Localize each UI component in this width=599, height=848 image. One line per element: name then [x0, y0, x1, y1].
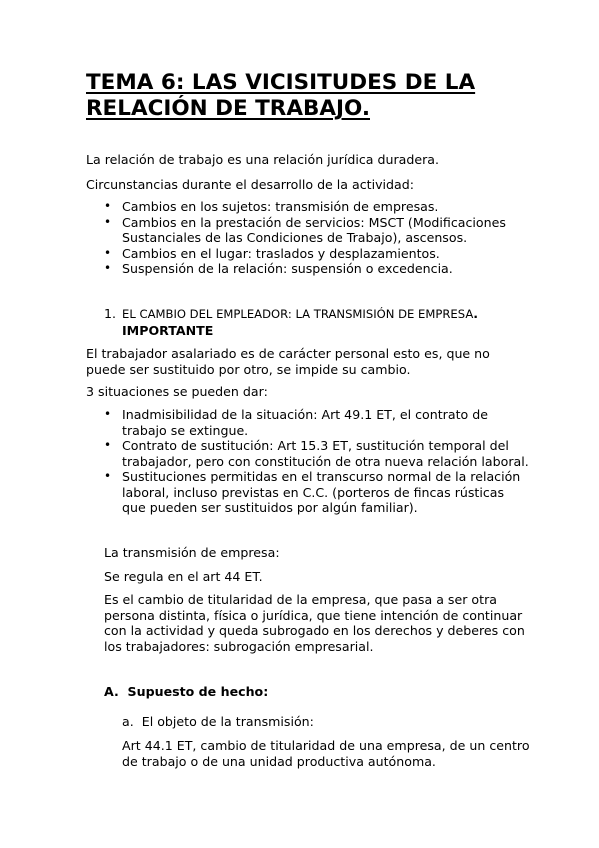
list-item	[86, 215, 506, 246]
list-item-text: trabajador, pero con constitución de otra nueva relación laboral.	[122, 453, 529, 469]
title-line-1: TEMA 6: LAS VICISITUDES DE LA	[86, 70, 476, 95]
bullet-icon: •	[104, 438, 112, 452]
list-item	[86, 407, 529, 438]
bullet-icon: •	[104, 245, 112, 260]
list-item	[86, 261, 506, 277]
list-item-text: Cambios en los sujetos: transmisión de empresas.	[122, 199, 439, 214]
subsection-a-heading	[104, 684, 268, 700]
definition-line: los trabajadores: subrogación empresarial.	[104, 638, 374, 654]
bullet-icon: •	[104, 407, 112, 421]
bullet-icon: •	[104, 261, 112, 275]
transmission-heading: La transmisión de empresa:	[104, 545, 280, 560]
circumstances-intro: Circunstancias durante el desarrollo de la actividad:	[86, 177, 415, 192]
item-a-title: El objeto de la transmisión:	[141, 714, 314, 729]
section-1-title-dot: .	[473, 306, 479, 321]
list-item-text: laboral, incluso previstas en C.C. (porteros de fincas rústicas	[122, 484, 505, 500]
list-item-text: que pueden ser sustituidos por algún familiar).	[122, 500, 418, 515]
item-a-body-line: Art 44.1 ET, cambio de titularidad de una empresa, de un centro	[122, 738, 530, 753]
list-item	[86, 469, 529, 516]
subsection-a-label: A.	[104, 684, 119, 699]
list-item	[86, 438, 529, 469]
list-item-text: Sustanciales de las Condiciones de Trabajo), ascensos.	[122, 230, 468, 245]
transmission-regulated: Se regula en el art 44 ET.	[104, 569, 263, 584]
intro-paragraph: La relación de trabajo es una relación jurídica duradera.	[86, 152, 439, 167]
subsection-a-title: Supuesto de hecho:	[127, 684, 269, 699]
list-item-text: Suspensión de la relación: suspensión o excedencia.	[122, 261, 453, 276]
item-a-heading	[122, 714, 314, 730]
worker-line-1: El trabajador asalariado es de carácter personal esto es, que no	[86, 346, 490, 361]
situations-intro: 3 situaciones se pueden dar:	[86, 384, 268, 399]
bullet-icon: •	[104, 469, 112, 483]
item-a-body-line: de trabajo o de una unidad productiva autónoma.	[122, 753, 436, 769]
list-item-text: Contrato de sustitución: Art 15.3 ET, sustitución temporal del	[122, 438, 509, 453]
worker-line-2: puede ser sustituido por otro, se impide su cambio.	[86, 361, 411, 377]
list-item	[86, 246, 506, 262]
bullet-icon: •	[104, 214, 112, 229]
important-label: IMPORTANTE	[122, 322, 214, 338]
title-line-2: RELACIÓN DE TRABAJO.	[86, 96, 370, 121]
section-1-title: EL CAMBIO DEL EMPLEADOR: LA TRANSMISIÓN DE EMPRESA	[122, 307, 474, 321]
circumstances-list	[86, 199, 506, 277]
bullet-icon: •	[104, 199, 112, 213]
list-item-text: Inadmisibilidad de la situación: Art 49.1 ET, el contrato de	[122, 407, 488, 422]
list-item-text: Cambios en la prestación de servicios: MSCT (Modificaciones	[122, 214, 506, 230]
list-item-text: Sustituciones permitidas en el transcurso normal de la relación	[122, 469, 521, 484]
transmission-definition	[104, 592, 525, 654]
page-title	[86, 70, 506, 122]
list-item	[86, 199, 506, 215]
item-a-label: a.	[122, 714, 134, 729]
definition-line: Es el cambio de titularidad de la empresa, que pasa a ser otra	[104, 592, 497, 607]
definition-line: persona distinta, física o jurídica, que tiene intención de continuar	[104, 607, 523, 623]
situations-list	[86, 407, 529, 516]
list-item-text: Cambios en el lugar: traslados y desplazamientos.	[122, 245, 440, 261]
worker-paragraph	[86, 346, 490, 377]
item-a-body	[122, 738, 530, 769]
section-number: 1.	[104, 306, 117, 321]
definition-line: con la actividad y queda subrogado en los derechos y deberes con	[104, 623, 525, 638]
list-item-text: trabajo se extingue.	[122, 422, 249, 438]
